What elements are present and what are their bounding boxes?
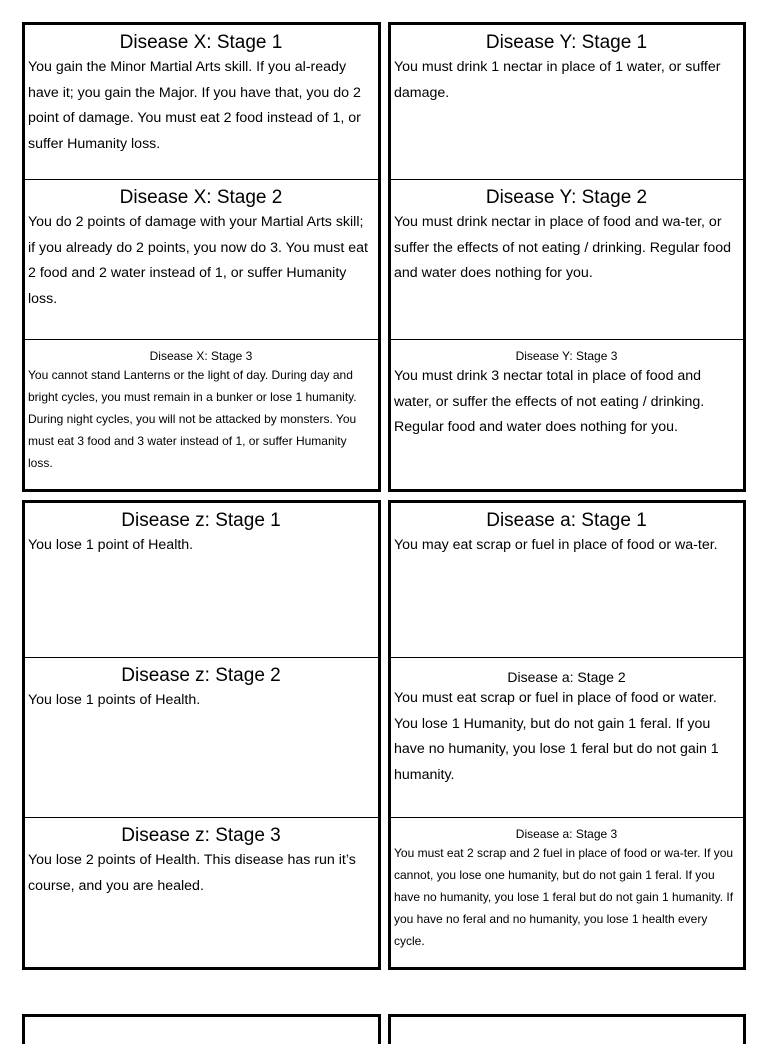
card-disease-a-stage-2 bbox=[391, 657, 743, 817]
card-body: You lose 2 points of Health. This disease has run it’s course, and you are healed. bbox=[28, 852, 356, 894]
card-disease-a-stage-3 bbox=[391, 817, 743, 967]
card-body: You lose 1 points of Health. bbox=[28, 692, 201, 708]
card-title: Disease X: Stage 3 bbox=[149, 349, 253, 363]
card-disease-x-stage-1 bbox=[25, 25, 378, 179]
card-title: Disease a: Stage 3 bbox=[515, 827, 618, 841]
card-body: You may eat scrap or fuel in place of food or wa-ter. bbox=[394, 537, 718, 553]
card-title: Disease a: Stage 2 bbox=[507, 669, 626, 685]
card-body: You must drink nectar in place of food and wa-ter, or suffer the effects of not eating / drinking. Regular food and water does nothing for you. bbox=[394, 214, 732, 281]
card-title: Disease Y: Stage 2 bbox=[485, 187, 648, 208]
card-body: You lose 1 point of Health. bbox=[28, 537, 194, 553]
card-disease-x-stage-2 bbox=[25, 179, 378, 339]
card-body: You do 2 points of damage with your Martial Arts skill; if you already do 2 points, you now do 3. You must eat 2 food and 2 water instead of 1, or suffer Humanity loss. bbox=[28, 214, 368, 307]
card-title: Disease z: Stage 2 bbox=[121, 665, 281, 686]
card-body: You must eat 2 scrap and 2 fuel in place of food or wa-ter. If you cannot, you lose one humanity, but do not gain 1 feral. If you have no humanity, you lose 1 feral but do not gain 1 humanity. If you have no feral and no humanity, you lose 1 health every cycle. bbox=[394, 846, 734, 948]
card-title: Disease X: Stage 1 bbox=[119, 32, 283, 53]
card-body: You must drink 1 nectar in place of 1 water, or suffer damage. bbox=[394, 59, 721, 101]
card-block-next-right bbox=[388, 1014, 746, 1044]
card-disease-z-stage-1 bbox=[25, 503, 378, 657]
card-title: Disease X: Stage 2 bbox=[119, 187, 283, 208]
card-title: Disease a: Stage 1 bbox=[486, 510, 647, 531]
card-block-disease-z bbox=[22, 500, 381, 970]
card-title: Disease z: Stage 1 bbox=[121, 510, 281, 531]
card-title: Disease z: Stage 3 bbox=[121, 825, 281, 846]
card-disease-z-stage-2 bbox=[25, 657, 378, 817]
card-disease-y-stage-3 bbox=[391, 339, 743, 489]
card-body: You must drink 3 nectar total in place of food and water, or suffer the effects of not eating / drinking. Regular food and water does nothing for you. bbox=[394, 368, 705, 435]
card-disease-x-stage-3 bbox=[25, 339, 378, 489]
card-block-next-left bbox=[22, 1014, 381, 1044]
card-body: You cannot stand Lanterns or the light of day. During day and bright cycles, you must remain in a bunker or lose 1 humanity. During night cycles, you will not be attacked by monsters. You must eat 3 food and 3 water instead of 1, or suffer Humanity loss. bbox=[28, 368, 357, 470]
card-disease-y-stage-2 bbox=[391, 179, 743, 339]
card-disease-z-stage-3 bbox=[25, 817, 378, 967]
card-body: You must eat scrap or fuel in place of food or water. You lose 1 Humanity, but do not gain 1 feral. If you have no humanity, you lose 1 feral but do not gain 1 humanity. bbox=[394, 690, 719, 783]
card-body: You gain the Minor Martial Arts skill. If you al-ready have it; you gain the Major. If you have that, you do 2 point of damage. You must eat 2 food instead of 1, or suffer Humanity loss. bbox=[28, 59, 361, 152]
card-block-disease-x bbox=[22, 22, 381, 492]
card-title: Disease Y: Stage 1 bbox=[485, 32, 648, 53]
card-disease-a-stage-1 bbox=[391, 503, 743, 657]
card-block-disease-y bbox=[388, 22, 746, 492]
card-disease-y-stage-1 bbox=[391, 25, 743, 179]
card-block-disease-a bbox=[388, 500, 746, 970]
card-title: Disease Y: Stage 3 bbox=[515, 349, 618, 363]
